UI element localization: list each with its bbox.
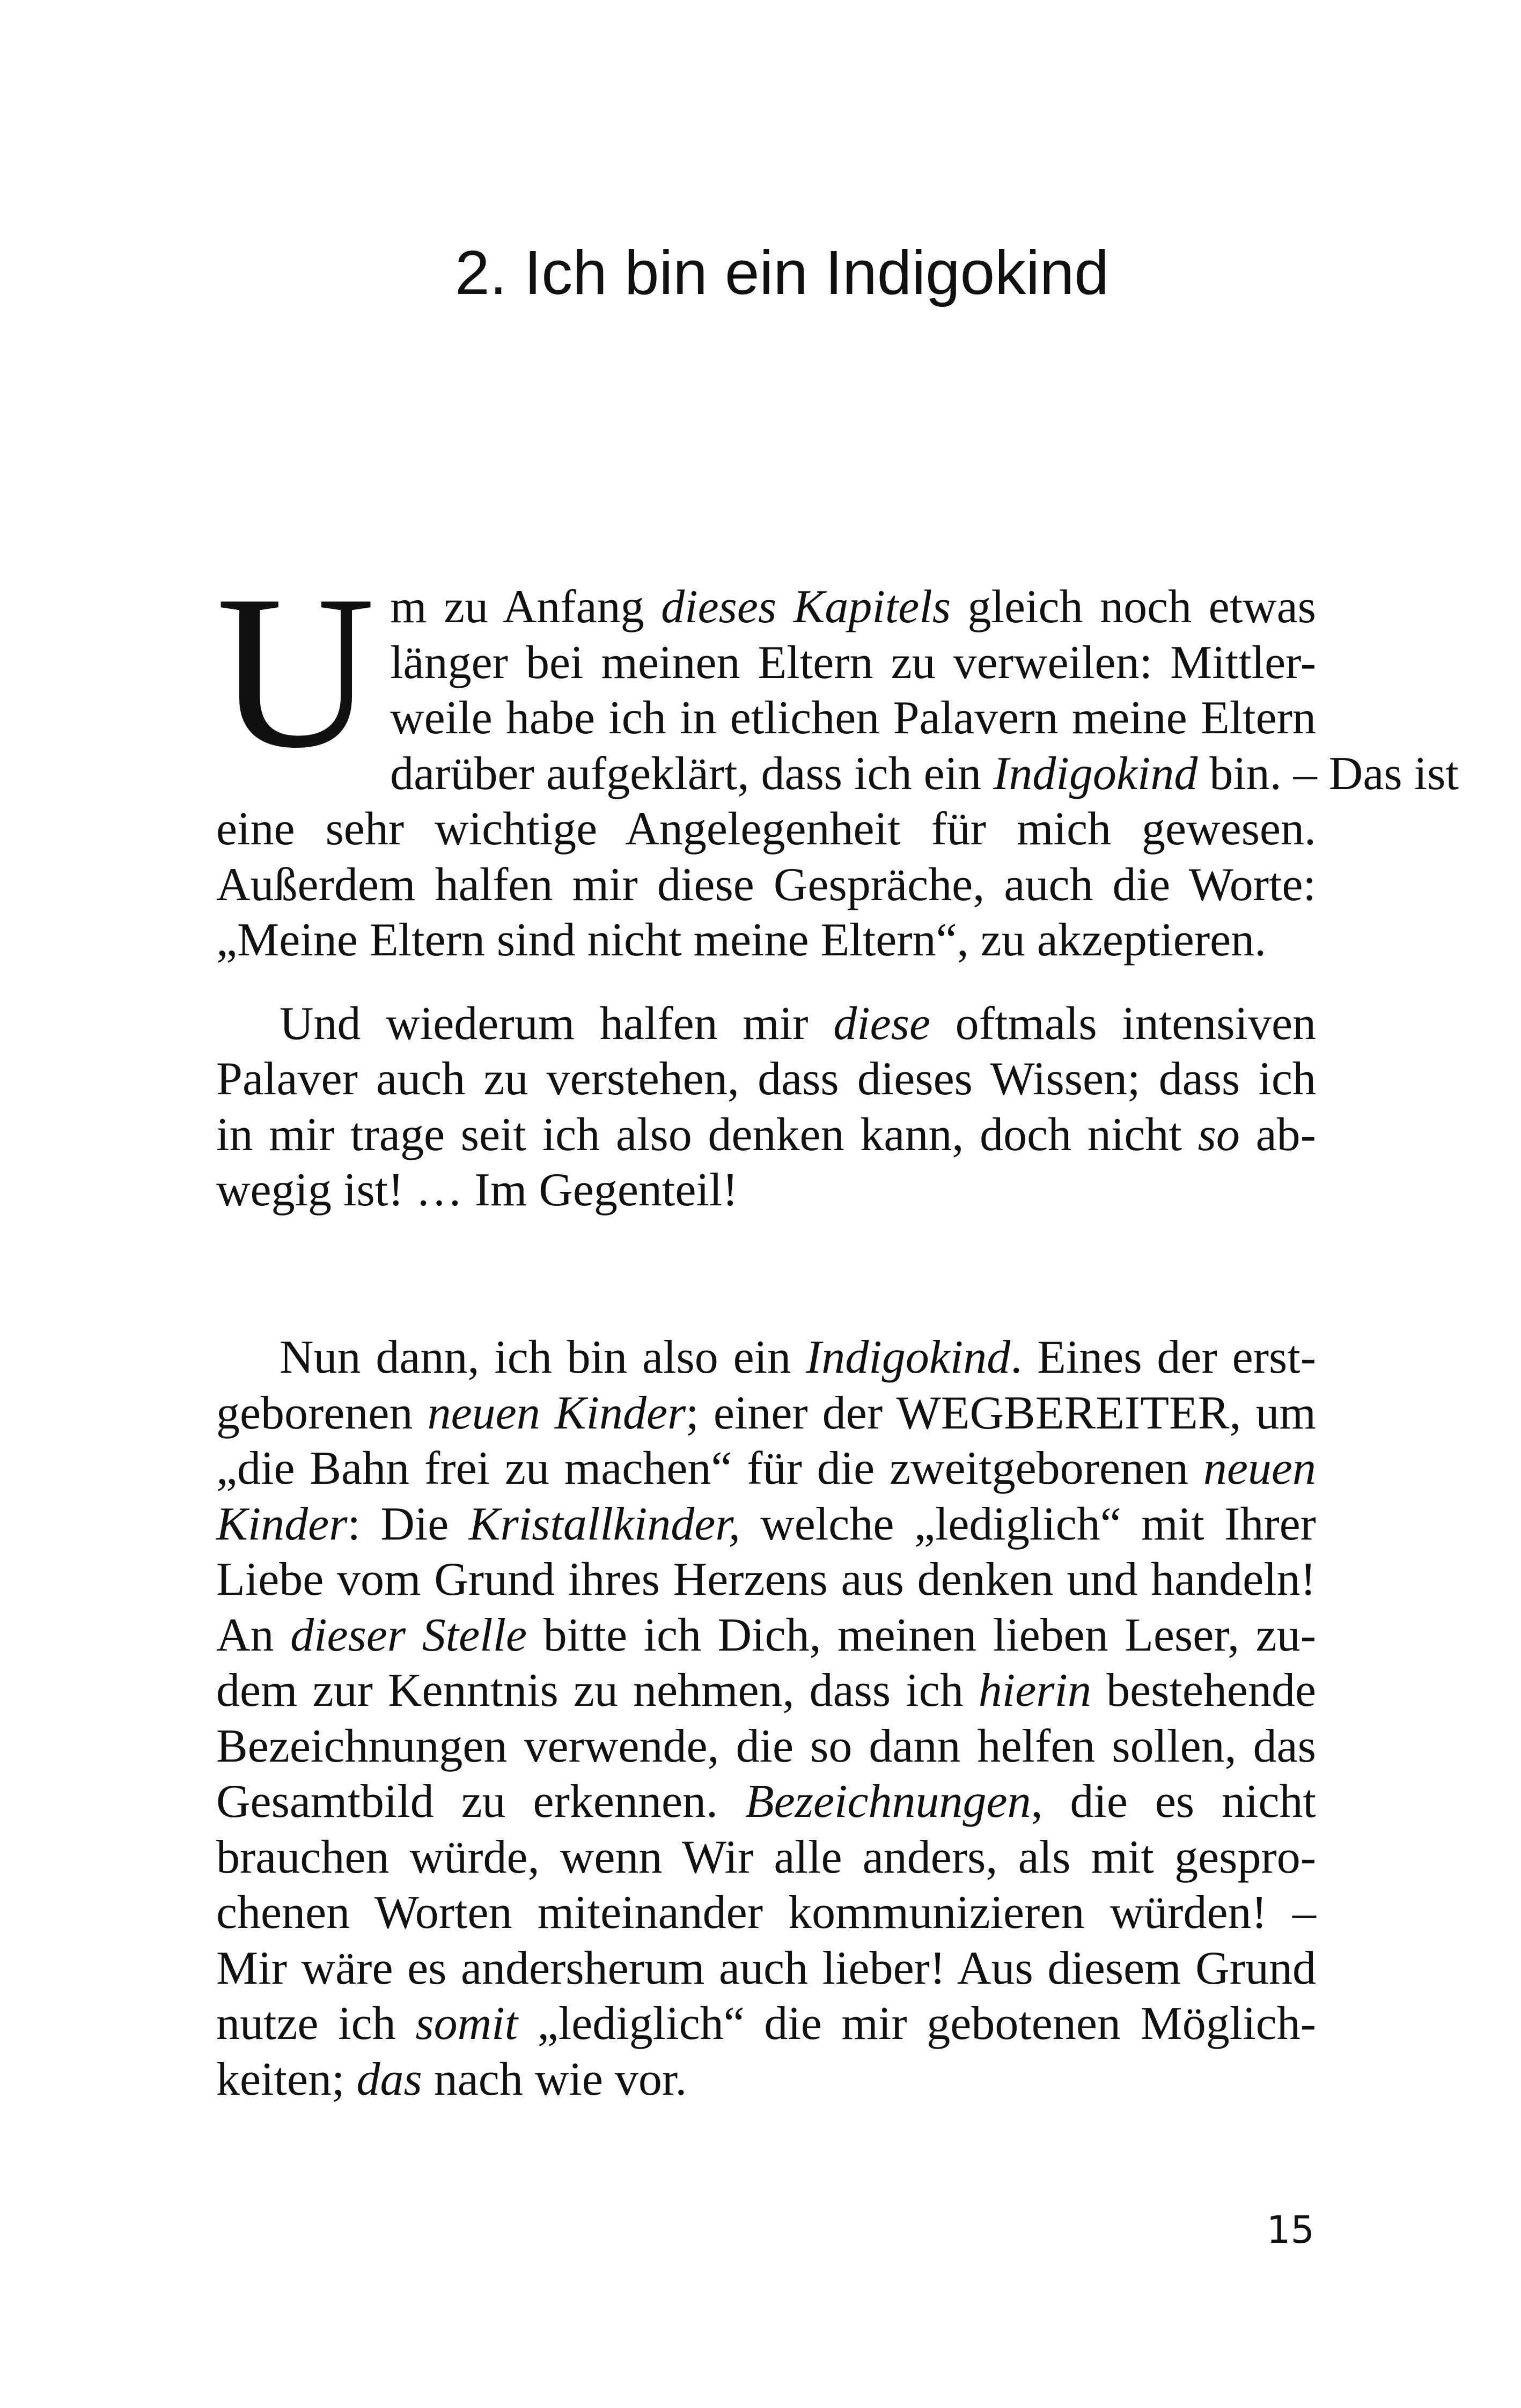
line: „Meine Eltern sind nicht meine Eltern“, zu akzeptieren. [216, 914, 1267, 966]
line: dem zur Kenntnis zu nehmen, dass ich hierin bestehende [216, 1665, 1316, 1717]
line: brauchen würde, wenn Wir alle anders, als mit gespro- [216, 1831, 1316, 1883]
paragraph-2 [216, 996, 1316, 1218]
line: weile habe ich in etlichen Palavern meine Eltern [390, 692, 1316, 744]
drop-cap-letter: U [216, 550, 376, 793]
line: Außerdem halfen mir diese Gespräche, auch die Worte: [216, 858, 1316, 911]
line: chenen Worten miteinander kommunizieren würden! – [216, 1887, 1316, 1939]
line: Gesamtbild zu erkennen. Bezeichnungen, die es nicht [216, 1776, 1316, 1828]
paragraph-1 [216, 550, 1459, 968]
paragraph-3 [216, 1330, 1316, 2107]
line: darüber aufgeklärt, dass ich ein Indigokind bin. – Das ist [390, 747, 1459, 800]
line: „die Bahn frei zu machen“ für die zweitgeborenen neuen [216, 1442, 1316, 1494]
page-number: 15 [1266, 2208, 1314, 2252]
line: Und wiederum halfen mir diese oftmals intensiven [280, 997, 1317, 1050]
line: An dieser Stelle bitte ich Dich, meinen lieben Leser, zu- [216, 1609, 1316, 1661]
line: eine sehr wichtige Angelegenheit für mich gewesen. [216, 803, 1316, 855]
line: Kinder: Die Kristallkinder, welche „lediglich“ mit Ihrer [216, 1498, 1316, 1550]
line: Liebe vom Grund ihres Herzens aus denken und handeln! [216, 1553, 1316, 1606]
line: nutze ich somit „lediglich“ die mir gebotenen Möglich- [216, 1998, 1317, 2050]
line: Nun dann, ich bin also ein Indigokind. Eines der erst- [280, 1331, 1317, 1383]
line: Bezeichnungen verwende, die so dann helfen sollen, das [216, 1720, 1316, 1772]
line: Mir wäre es andersherum auch lieber! Aus diesem Grund [216, 1942, 1316, 1994]
line: länger bei meinen Eltern zu verweilen: Mittler- [390, 636, 1316, 689]
line: Palaver auch zu verstehen, dass dieses Wissen; dass ich [216, 1053, 1316, 1105]
line: in mir trage seit ich also denken kann, doch nicht so ab- [216, 1108, 1316, 1161]
line: geborenen neuen Kinder; einer der WEGBEREITER, um [216, 1387, 1316, 1439]
line: keiten; das nach wie vor. [216, 2053, 687, 2105]
line: m zu Anfang dieses Kapitels gleich noch etwas [390, 581, 1316, 633]
chapter-title: 2. Ich bin ein Indigokind [455, 238, 1109, 307]
line: wegig ist! … Im Gegenteil! [216, 1164, 738, 1216]
text-block-lower [216, 1330, 1316, 2107]
text-block-upper [216, 550, 1459, 1218]
